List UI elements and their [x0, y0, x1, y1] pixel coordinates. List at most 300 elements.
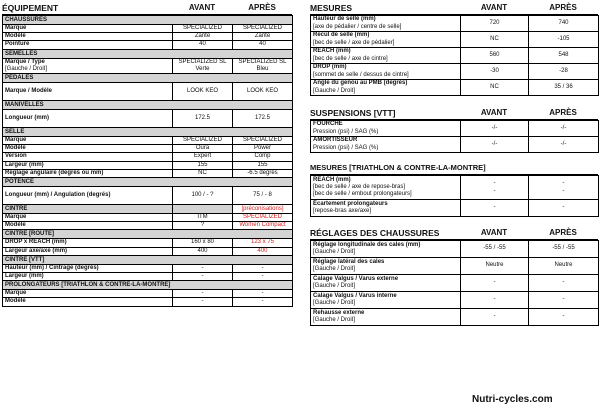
apres-value: -/-: [560, 124, 567, 131]
avant-value: Oura: [195, 145, 210, 152]
apres-value-cell: [233, 273, 293, 281]
avant-value: -55 / -55: [483, 245, 506, 252]
apres-value-cell: [233, 161, 293, 169]
row-sublabel: [Gauche / Droit]: [5, 65, 48, 72]
apres-value-cell: [529, 16, 599, 32]
avant-value: -/-: [491, 124, 498, 131]
table-row: [3, 273, 293, 281]
avant-value-cell: [461, 292, 529, 309]
row-label: Rehausse externe: [313, 309, 365, 316]
row-label-cell: [311, 258, 461, 275]
row-label-cell: [3, 214, 173, 222]
row-label: DROP x REACH (mm): [5, 239, 67, 246]
section-header-row: [3, 49, 293, 58]
apres-value-cell: [233, 145, 293, 153]
section-title-cell: [3, 255, 293, 264]
equipment-header: [2, 2, 292, 15]
section-title-cell: [3, 128, 293, 137]
section-note-cell: [233, 205, 293, 214]
apres-value: -: [562, 296, 565, 303]
avant-value-cell: [461, 32, 529, 48]
section-header-row: [3, 74, 293, 83]
reglages-header: [310, 227, 598, 240]
apres-value: Zante: [254, 33, 271, 40]
apres-value: Neutre: [554, 262, 573, 269]
row-label-cell: [3, 187, 173, 205]
avant-value-cell: [173, 153, 233, 161]
section-title: CHAUSSURES: [5, 17, 48, 23]
row-label-cell: [3, 83, 173, 101]
avant-value: ITM: [197, 214, 208, 221]
apres-value: 123 x 75: [250, 239, 275, 246]
avant-value-cell: [173, 110, 233, 128]
avant-value-cell: [173, 290, 233, 298]
apres-value: Comp: [254, 153, 271, 160]
apres-value: 75 / - 8: [253, 191, 272, 198]
row-label-cell: [3, 137, 173, 145]
reglages-apres-heading: APRÈS: [549, 228, 577, 237]
row-label: Modèle: [5, 145, 26, 152]
section-title-cell: [3, 74, 293, 83]
avant-value: NC: [490, 35, 499, 42]
avant-value-cell: [461, 137, 529, 153]
apres-value: Women Compact: [239, 222, 286, 229]
table-row: [3, 153, 293, 161]
section-title-cell: [3, 49, 293, 58]
avant-value: 155: [197, 161, 208, 168]
avant-value-cell: [461, 309, 529, 326]
apres-value-cell: [529, 309, 599, 326]
avant-value: -: [201, 290, 204, 297]
avant-value-cell: [461, 16, 529, 32]
apres-value-cell: [233, 264, 293, 272]
avant-value-cell: [461, 176, 529, 200]
equipment-table: [2, 15, 293, 307]
table-row: [3, 264, 293, 272]
avant-value: SPECIALIZED SL: [178, 58, 227, 65]
apres-value-cell: [233, 222, 293, 230]
apres-value-cell: [233, 110, 293, 128]
row-label-cell: [3, 161, 173, 169]
row-label: Hauteur de selle (mm): [313, 16, 376, 23]
row-sublabel: [sommet de selle / dessus de cintre]: [313, 71, 409, 78]
section-header-row: [3, 16, 293, 25]
apres-value-cell: [529, 176, 599, 200]
apres-value-cell: [233, 290, 293, 298]
row-sublabel: [Gauche / Droit]: [313, 87, 356, 94]
apres-value: SPECIALIZED: [242, 137, 282, 144]
avant-value-cell: [173, 33, 233, 41]
apres-value: -: [562, 313, 565, 320]
avant-value-cell: [173, 137, 233, 145]
row-label-cell: [311, 80, 461, 96]
section-title-cell: [3, 16, 293, 25]
row-label-cell: [311, 292, 461, 309]
row-label-cell: [311, 48, 461, 64]
apres-value: -28: [559, 67, 568, 74]
avant-value: -: [493, 313, 496, 320]
avant-value-cell: [173, 222, 233, 230]
section-title: PROLONGATEURS [TRIATHLON & CONTRE-LA-MONTRE]: [5, 282, 171, 289]
apres-value: -: [261, 298, 264, 305]
row-label-cell: [311, 176, 461, 200]
row-label-cell: [3, 33, 173, 41]
row-label-cell: [311, 200, 461, 217]
row-label-cell: [3, 222, 173, 230]
triathlon-title: MESURES [TRIATHLON & CONTRE-LA-MONTRE]: [310, 163, 486, 172]
apres-value: -: [562, 180, 565, 187]
row-label-cell: [3, 58, 173, 73]
row-sublabel: [repose-bras axe/axe]: [313, 208, 372, 214]
avant-value: 40: [199, 41, 206, 48]
row-label: Angle du genou au PMB (degrés): [313, 80, 408, 87]
row-label-cell: [3, 145, 173, 153]
row-sublabel: [Gauche / Droit]: [313, 283, 356, 289]
section-header-row: [3, 205, 293, 214]
apres-value-cell: [529, 64, 599, 80]
avant-value: -: [493, 180, 496, 187]
suspensions-header: [310, 107, 598, 120]
row-label: Modèle: [5, 298, 26, 305]
row-label: Marque: [5, 290, 27, 297]
apres-value: -: [562, 204, 565, 211]
apres-value: 40: [259, 41, 266, 48]
apres-value-cell: [233, 169, 293, 177]
table-row: [3, 298, 293, 306]
table-row: [311, 258, 599, 275]
row-label: Longueur (mm): [5, 114, 49, 121]
apres-value: -: [261, 273, 264, 280]
table-row: [3, 33, 293, 41]
row-sublabel: Pression (psi) / SAG (%): [313, 128, 379, 135]
table-row: [311, 80, 599, 96]
table-row: [3, 169, 293, 177]
apres-value-cell: [529, 241, 599, 258]
apres-value-cell: [233, 33, 293, 41]
section-title-cell: [3, 205, 173, 214]
avant-value-cell: [173, 161, 233, 169]
avant-value: -30: [490, 67, 499, 74]
apres-value-cell: [233, 298, 293, 306]
row-label-cell: [311, 16, 461, 32]
section-header-row: [3, 255, 293, 264]
equipment-title: ÉQUIPEMENT: [2, 3, 59, 13]
apres-value: LOOK KEO: [246, 87, 278, 94]
apres-value: 35 / 36: [554, 83, 573, 90]
table-row: [3, 161, 293, 169]
apres-value-cell: [529, 48, 599, 64]
row-label: Écartement prolongateurs: [313, 200, 388, 207]
apres-value-cell: [233, 247, 293, 255]
row-label: Version: [5, 153, 27, 160]
avant-value-cell: [173, 169, 233, 177]
avant-value: 172.5: [194, 114, 210, 121]
row-sublabel: Pression (psi) / SAG (%): [313, 144, 379, 151]
avant-value: 560: [489, 51, 500, 58]
row-label-cell: [3, 290, 173, 298]
row-label: DROP (mm): [313, 64, 347, 71]
row-label: Marque: [5, 137, 27, 144]
table-row: [3, 222, 293, 230]
avant-value-cell: [173, 145, 233, 153]
section-title: PÉDALES: [5, 75, 34, 82]
table-row: [311, 176, 599, 200]
avant-value-cell: [173, 264, 233, 272]
row-sublabel: [bec de selle / axe de pédalier]: [313, 39, 395, 46]
avant-value: -: [201, 264, 204, 271]
apres-value-cell: [233, 137, 293, 145]
row-label-cell: [3, 298, 173, 306]
table-row: [311, 16, 599, 32]
apres-value: 400: [257, 247, 268, 254]
row-sublabel: [Gauche / Droit]: [313, 317, 356, 323]
apres-value: -55 / -55: [552, 245, 575, 252]
row-label: Calage Valgus / Varus interne: [313, 292, 397, 299]
avant-value: -: [201, 298, 204, 305]
apres-value: -: [261, 290, 264, 297]
table-row: [311, 137, 599, 153]
table-row: [3, 214, 293, 222]
avant-value-cell: [461, 275, 529, 292]
section-title-cell: [3, 101, 293, 110]
table-row: [3, 239, 293, 247]
apres-value-cell: [233, 58, 293, 73]
row-label-cell: [311, 137, 461, 153]
avant-value-cell: [173, 239, 233, 247]
apres-value: -105: [557, 35, 570, 42]
table-row: [3, 58, 293, 73]
row-label: Modèle: [5, 222, 26, 229]
row-label-cell: [311, 241, 461, 258]
avant-value: LOOK KEO: [186, 87, 218, 94]
avant-value-cell: [173, 247, 233, 255]
avant-value: ?: [200, 222, 205, 229]
avant-value: NC: [490, 83, 499, 90]
table-row: [311, 200, 599, 217]
reglages-avant-heading: AVANT: [480, 228, 508, 237]
avant-value: Expert: [193, 153, 212, 160]
suspensions-title: SUSPENSIONS [VTT]: [310, 108, 396, 118]
apres-value: Power: [253, 145, 271, 152]
avant-value: 100 / - ?: [191, 191, 214, 198]
apres-value-cell: [233, 41, 293, 49]
avant-value: -: [493, 296, 496, 303]
apres-value-cell: [233, 187, 293, 205]
reglages-title: RÉGLAGES DES CHAUSSURES: [310, 228, 440, 238]
avant-value: -: [493, 279, 496, 286]
row-label: REACH (mm): [313, 176, 351, 183]
section-blank-cell: [173, 205, 233, 214]
table-row: [3, 110, 293, 128]
table-row: [311, 292, 599, 309]
mesures-title: MESURES: [310, 3, 353, 13]
table-row: [311, 275, 599, 292]
mesures-header: [310, 2, 598, 15]
reglages-table: [310, 240, 599, 326]
apres-value-cell: [529, 32, 599, 48]
table-row: [311, 121, 599, 137]
apres-value-cell: [529, 258, 599, 275]
avant-value: 160 x 80: [190, 239, 215, 246]
row-label: AMORTISSEUR: [313, 137, 358, 144]
avant-value-cell: [461, 48, 529, 64]
apres-value: -6.5 degrés: [247, 169, 278, 176]
row-label: Recul de selle (mm): [313, 32, 370, 39]
section-title: SEMELLES: [5, 50, 38, 57]
apres-value: SPECIALIZED: [242, 25, 282, 31]
avant-value: -: [201, 273, 204, 280]
avant-value-cell: [173, 25, 233, 33]
row-label: Marque / Type: [5, 58, 45, 65]
apres-value-secondary: Bleu: [256, 65, 269, 72]
table-row: [311, 309, 599, 326]
avant-value-cell: [173, 41, 233, 49]
row-label-cell: [3, 41, 173, 49]
mesures-table: [310, 15, 599, 96]
table-row: [3, 145, 293, 153]
section-header-row: [3, 178, 293, 187]
row-label-cell: [3, 273, 173, 281]
section-title: SELLE: [5, 129, 25, 136]
row-label-cell: [311, 275, 461, 292]
suspensions-apres-heading: APRÈS: [549, 108, 577, 117]
avant-value: -/-: [491, 140, 498, 147]
row-label: Calage Valgus / Varus externe: [313, 275, 399, 282]
row-sublabel: [Gauche / Droit]: [313, 266, 356, 272]
apres-value: -/-: [560, 140, 567, 147]
apres-value-cell: [233, 214, 293, 222]
triathlon-table: [310, 175, 599, 217]
table-row: [311, 48, 599, 64]
section-title: CINTRE [ROUTE]: [5, 231, 54, 238]
row-label: Modèle: [5, 33, 26, 40]
avant-value: 400: [197, 247, 208, 254]
row-label: Réglage latéral des cales: [313, 258, 385, 265]
apres-value-secondary: -: [562, 187, 565, 194]
table-row: [3, 137, 293, 145]
section-title-cell: [3, 281, 293, 290]
apres-value-cell: [233, 83, 293, 101]
table-row: [3, 83, 293, 101]
row-label-cell: [3, 247, 173, 255]
table-row: [3, 25, 293, 33]
row-label-cell: [3, 153, 173, 161]
row-label-cell: [311, 309, 461, 326]
suspensions-table: [310, 120, 599, 153]
avant-value-cell: [173, 273, 233, 281]
mesures-apres-heading: APRÈS: [549, 3, 577, 12]
avant-value-cell: [461, 241, 529, 258]
brand-watermark: Nutri-cycles.com: [472, 394, 553, 405]
apres-value: 155: [257, 161, 268, 168]
apres-value: -: [261, 264, 264, 271]
row-label: Largeur (mm): [5, 161, 44, 168]
section-header-row: [3, 230, 293, 239]
apres-value-cell: [529, 275, 599, 292]
apres-value: SPECIALIZED SL: [238, 58, 287, 65]
apres-value-cell: [529, 121, 599, 137]
section-header-row: [3, 128, 293, 137]
avant-value: SPECIALIZED: [182, 137, 222, 144]
row-label: Marque: [5, 214, 27, 221]
row-label-cell: [311, 32, 461, 48]
avant-value-secondary: -: [493, 187, 496, 194]
section-title: MANIVELLES: [5, 102, 44, 109]
apres-value: 548: [558, 51, 569, 58]
row-label-cell: [3, 264, 173, 272]
equipment-panel: [2, 2, 292, 307]
apres-value-cell: [529, 137, 599, 153]
section-title-cell: [3, 230, 293, 239]
row-sublabel: [axe de pédalier / centre de selle]: [313, 23, 402, 30]
row-label: Marque: [5, 25, 27, 31]
row-label-cell: [3, 169, 173, 177]
avant-value-cell: [461, 258, 529, 275]
table-row: [3, 187, 293, 205]
avant-value: Neutre: [485, 262, 504, 269]
section-title: CINTRE [VTT]: [5, 256, 45, 263]
avant-value-cell: [173, 298, 233, 306]
avant-value-cell: [461, 200, 529, 217]
avant-value-cell: [461, 121, 529, 137]
row-label: Marque / Modèle: [5, 87, 53, 94]
suspensions-avant-heading: AVANT: [480, 108, 508, 117]
section-title: CINTRE: [5, 206, 28, 213]
row-label: REACH (mm): [313, 48, 351, 55]
row-label-cell: [3, 239, 173, 247]
table-row: [311, 32, 599, 48]
avant-value: SPECIALIZED: [182, 25, 222, 31]
avant-value: -: [493, 204, 496, 211]
apres-value: SPECIALIZED: [242, 214, 282, 221]
row-sublabel: [Gauche / Droit]: [313, 300, 356, 306]
row-label: Réglage angulaire (degrés ou mm): [5, 169, 104, 176]
section-title-cell: [3, 178, 293, 187]
section-title: POTENCE: [5, 179, 35, 186]
apres-value: 740: [558, 19, 569, 26]
row-label: FOURCHE: [313, 121, 343, 128]
avant-heading: AVANT: [188, 3, 216, 12]
apres-value-cell: [233, 153, 293, 161]
row-label-cell: [311, 64, 461, 80]
avant-value: Zante: [194, 33, 211, 40]
avant-value-cell: [173, 214, 233, 222]
apres-value-cell: [233, 239, 293, 247]
avant-value-cell: [461, 64, 529, 80]
mesures-avant-heading: AVANT: [480, 3, 508, 12]
row-label-cell: [3, 110, 173, 128]
triathlon-header: [310, 162, 598, 175]
row-label: Pointure: [5, 41, 30, 48]
avant-value-cell: [173, 58, 233, 73]
avant-value-secondary: Verte: [195, 65, 210, 72]
avant-value-cell: [173, 83, 233, 101]
row-label: Largeur axe/axe (mm): [5, 247, 68, 254]
row-label-cell: [311, 121, 461, 137]
apres-value-cell: [233, 25, 293, 33]
row-sublabel: [bec de selle / axe de cintre]: [313, 55, 388, 62]
apres-value-cell: [529, 292, 599, 309]
section-header-row: [3, 101, 293, 110]
row-label: Réglage longitudinale des cales (mm): [313, 241, 421, 248]
section-note: [préconisations]: [241, 206, 284, 213]
table-row: [3, 290, 293, 298]
row-label: Longueur (mm) / Angulation (degrés): [5, 191, 111, 198]
row-label-cell: [3, 25, 173, 33]
avant-value-cell: [173, 187, 233, 205]
apres-heading: APRÈS: [248, 3, 276, 12]
row-sublabel: [Gauche / Droit]: [313, 249, 356, 255]
